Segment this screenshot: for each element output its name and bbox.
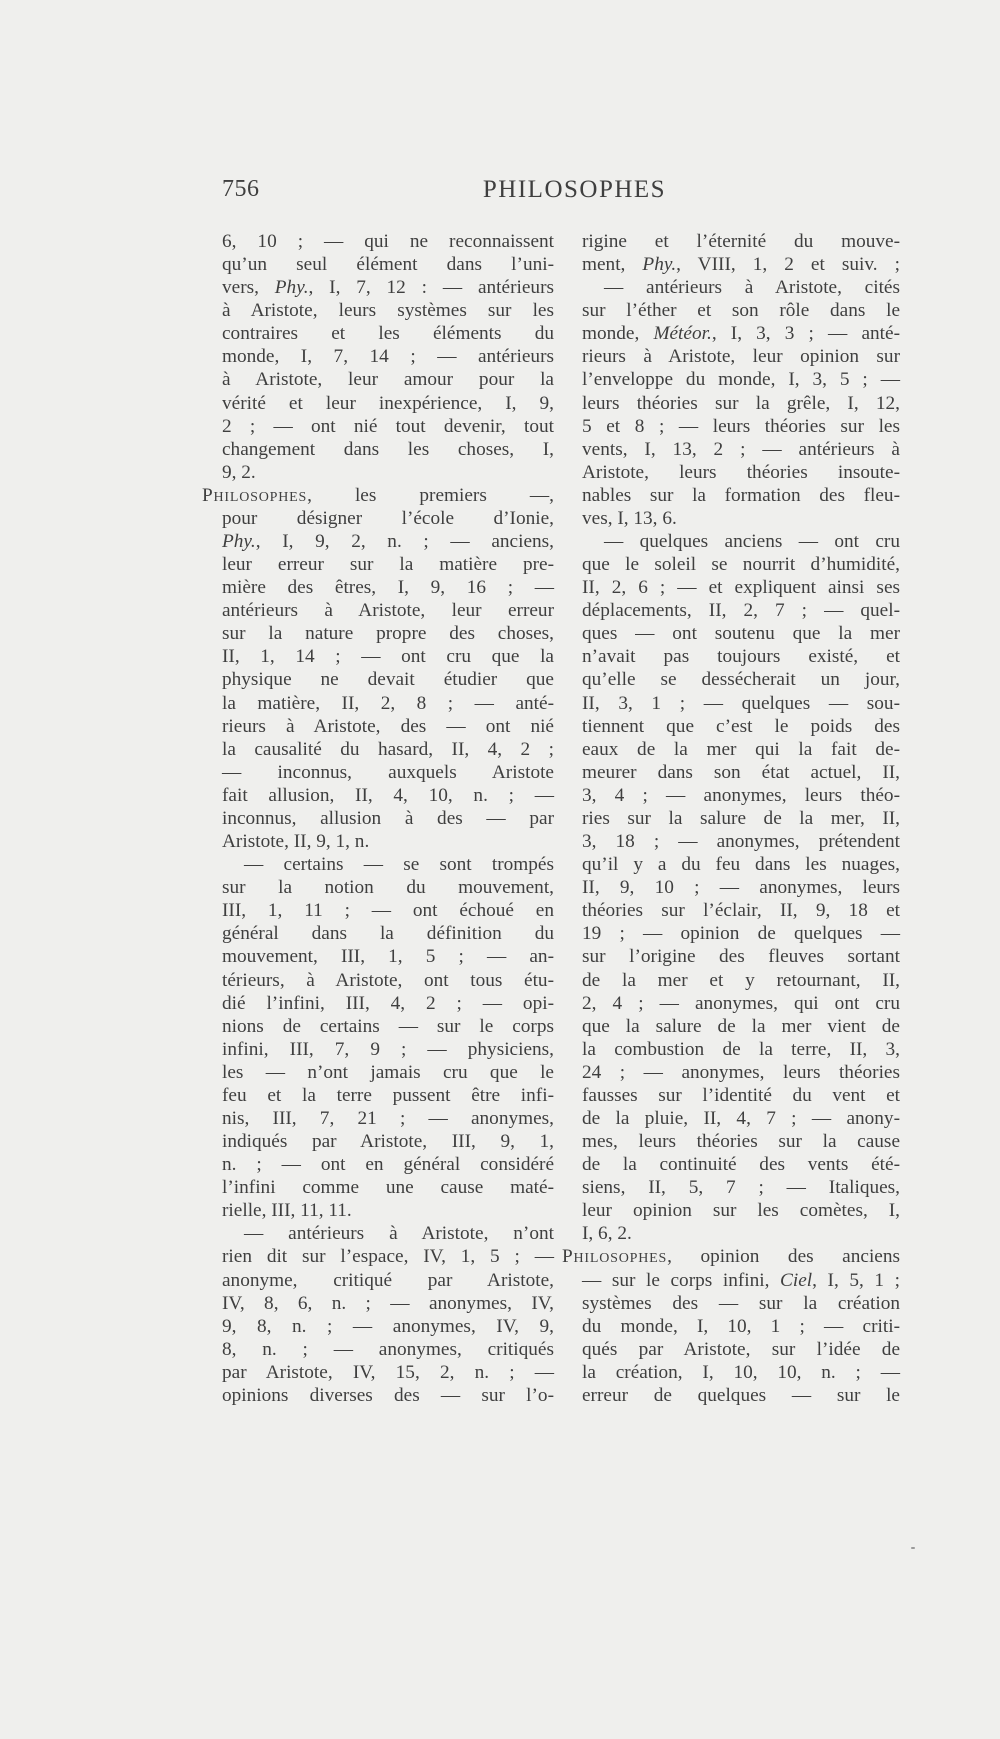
index-line: mouvement, III, 1, 5 ; — an- <box>222 946 554 968</box>
index-line: fausses sur l’identité du vent et <box>582 1084 900 1106</box>
index-line: de la mer et y retournant, II, <box>582 969 900 991</box>
index-line: Phy., I, 9, 2, n. ; — anciens, <box>222 531 554 553</box>
index-line: inconnus, allusion à des — par <box>222 807 554 829</box>
index-line: qu’un seul élément dans l’uni- <box>222 254 554 276</box>
index-line: déplacements, II, 2, 7 ; — quel- <box>582 600 900 622</box>
index-line: que la salure de la mer vient de <box>582 1015 900 1037</box>
index-line: n’avait pas toujours existé, et <box>582 646 900 668</box>
index-line: térieurs, à Aristote, ont tous étu- <box>222 969 554 991</box>
index-line: nables sur la formation des fleu- <box>582 484 900 506</box>
index-line: la matière, II, 2, 8 ; — anté- <box>222 692 554 714</box>
index-line: à Aristote, leurs systèmes sur les <box>222 300 554 322</box>
index-line: sur la notion du mouvement, <box>222 877 554 899</box>
index-line: I, 6, 2. <box>582 1223 632 1245</box>
page-header <box>222 176 927 210</box>
index-line: ves, I, 13, 6. <box>582 507 677 529</box>
index-line: rieurs à Aristote, des — ont nié <box>222 715 554 737</box>
index-line: indiqués par Aristote, III, 9, 1, <box>222 1131 554 1153</box>
index-line: monde, I, 7, 14 ; — antérieurs <box>222 346 554 368</box>
index-line: 8, n. ; — anonymes, critiqués <box>222 1338 554 1360</box>
index-line: systèmes des — sur la création <box>582 1292 900 1314</box>
index-line: fait allusion, II, 4, 10, n. ; — <box>222 784 554 806</box>
index-line: sur l’origine des fleuves sortant <box>582 946 900 968</box>
index-line: 9, 8, n. ; — anonymes, IV, 9, <box>222 1315 554 1337</box>
index-line: III, 1, 11 ; — ont échoué en <box>222 900 554 922</box>
index-line: II, 3, 1 ; — quelques — sou- <box>582 692 900 714</box>
index-line: mière des êtres, I, 9, 16 ; — <box>222 577 554 599</box>
index-line: de la continuité des vents été- <box>582 1154 900 1176</box>
index-line: eaux de la mer qui la fait de- <box>582 738 900 760</box>
index-line: l’infini comme une cause maté- <box>222 1177 554 1199</box>
index-line: 3, 18 ; — anonymes, prétendent <box>582 831 900 853</box>
index-line: 24 ; — anonymes, leurs théories <box>582 1061 900 1083</box>
index-line: anonyme, critiqué par Aristote, <box>222 1269 554 1291</box>
index-line: l’enveloppe du monde, I, 3, 5 ; — <box>582 369 900 391</box>
index-line: sur la nature propre des choses, <box>222 623 554 645</box>
index-line: infini, III, 7, 9 ; — physiciens, <box>222 1038 554 1060</box>
index-line: Philosophes, opinion des anciens <box>562 1246 900 1268</box>
index-line: leur erreur sur la matière pre- <box>222 554 554 576</box>
index-column-left <box>202 230 554 1407</box>
index-line: la combustion de la terre, II, 3, <box>582 1038 900 1060</box>
index-line: vents, I, 13, 2 ; — antérieurs à <box>582 438 900 460</box>
index-line: n. ; — ont en général considéré <box>222 1154 554 1176</box>
index-line: pour désigner l’école d’Ionie, <box>222 507 554 529</box>
index-line: 19 ; — opinion de quelques — <box>582 923 900 945</box>
index-line: — quelques anciens — ont cru <box>604 531 900 553</box>
index-line: par Aristote, IV, 15, 2, n. ; — <box>222 1361 554 1383</box>
index-line: meurer dans son état actuel, II, <box>582 761 900 783</box>
index-line: II, 9, 10 ; — anonymes, leurs <box>582 877 900 899</box>
index-line: 9, 2. <box>222 461 256 483</box>
index-line: général dans la définition du <box>222 923 554 945</box>
index-line: II, 2, 6 ; — et expliquent ainsi ses <box>582 577 900 599</box>
index-line: qu’elle se dessécherait un jour, <box>582 669 900 691</box>
index-line: 2, 4 ; — anonymes, qui ont cru <box>582 992 900 1014</box>
index-line: changement dans les choses, I, <box>222 438 554 460</box>
index-line: ment, Phy., VIII, 1, 2 et suiv. ; <box>582 254 900 276</box>
index-line: ries sur la salure de la mer, II, <box>582 807 900 829</box>
index-line: mes, leurs théories sur la cause <box>582 1131 900 1153</box>
index-line: opinions diverses des — sur l’o- <box>222 1384 554 1406</box>
index-line: qués par Aristote, sur l’idée de <box>582 1338 900 1360</box>
index-line: 6, 10 ; — qui ne reconnaissent <box>222 231 554 252</box>
index-line: dié l’infini, III, 4, 2 ; — opi- <box>222 992 554 1014</box>
index-line: physique ne devait étudier que <box>222 669 554 691</box>
index-line: — antérieurs à Aristote, n’ont <box>244 1223 554 1245</box>
index-line: Aristote, II, 9, 1, n. <box>222 831 370 853</box>
index-line: feu et la terre pussent être infi- <box>222 1084 554 1106</box>
index-line: leur opinion sur les comètes, I, <box>582 1200 900 1222</box>
index-line: Philosophes, les premiers —, <box>202 484 554 506</box>
index-line: — sur le corps infini, Ciel, I, 5, 1 ; <box>582 1269 900 1291</box>
index-line: la création, I, 10, 10, n. ; — <box>582 1361 900 1383</box>
index-line: 5 et 8 ; — leurs théories sur les <box>582 415 900 437</box>
index-line: monde, Météor., I, 3, 3 ; — anté- <box>582 323 900 345</box>
index-line: — antérieurs à Aristote, cités <box>604 277 900 299</box>
index-line: qu’il y a du feu dans les nuages, <box>582 854 900 876</box>
index-line: 3, 4 ; — anonymes, leurs théo- <box>582 784 900 806</box>
index-line: les — n’ont jamais cru que le <box>222 1061 554 1083</box>
index-column-right <box>562 230 900 1407</box>
index-line: nis, III, 7, 21 ; — anonymes, <box>222 1107 554 1129</box>
running-title: PHILOSOPHES <box>482 176 667 203</box>
index-line: ques — ont soutenu que la mer <box>582 623 900 645</box>
index-line: sur l’éther et son rôle dans le <box>582 300 900 322</box>
index-line: rigine et l’éternité du mouve- <box>582 231 900 252</box>
scan-speck <box>911 1547 915 1549</box>
index-line: rieurs à Aristote, leur opinion sur <box>582 346 900 368</box>
index-line: la causalité du hasard, II, 4, 2 ; <box>222 738 554 760</box>
index-line: de la pluie, II, 4, 7 ; — anony- <box>582 1107 900 1129</box>
index-line: II, 1, 14 ; — ont cru que la <box>222 646 554 668</box>
index-line: vers, Phy., I, 7, 12 : — antérieurs <box>222 277 554 299</box>
index-line: erreur de quelques — sur le <box>582 1384 900 1406</box>
index-line: Aristote, leurs théories insoute- <box>582 461 900 483</box>
index-line: IV, 8, 6, n. ; — anonymes, IV, <box>222 1292 554 1314</box>
index-line: siens, II, 5, 7 ; — Italiques, <box>582 1177 900 1199</box>
index-line: — inconnus, auxquels Aristote <box>222 761 554 783</box>
index-line: à Aristote, leur amour pour la <box>222 369 554 391</box>
index-line: nions de certains — sur le corps <box>222 1015 554 1037</box>
index-line: contraires et les éléments du <box>222 323 554 345</box>
index-line: antérieurs à Aristote, leur erreur <box>222 600 554 622</box>
index-line: rien dit sur l’espace, IV, 1, 5 ; — <box>222 1246 554 1268</box>
index-line: vérité et leur inexpérience, I, 9, <box>222 392 554 414</box>
index-line: théories sur l’éclair, II, 9, 18 et <box>582 900 900 922</box>
page-number: 756 <box>222 176 260 202</box>
index-line: tiennent que c’est le poids des <box>582 715 900 737</box>
index-line: leurs théories sur la grêle, I, 12, <box>582 392 900 414</box>
index-line: que le soleil se nourrit d’humidité, <box>582 554 900 576</box>
index-line: rielle, III, 11, 11. <box>222 1200 352 1222</box>
index-line: 2 ; — ont nié tout devenir, tout <box>222 415 554 437</box>
index-line: — certains — se sont trompés <box>244 854 554 876</box>
index-line: du monde, I, 10, 1 ; — criti- <box>582 1315 900 1337</box>
